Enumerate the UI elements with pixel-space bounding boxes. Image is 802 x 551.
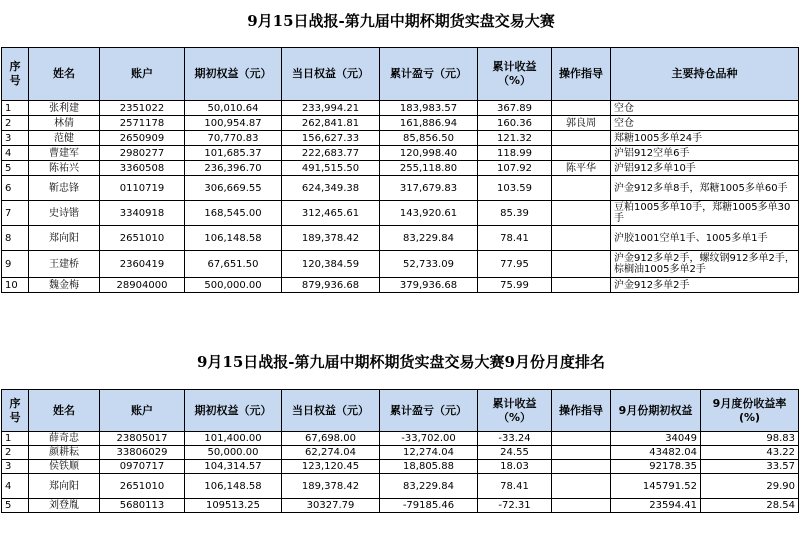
table-cell <box>552 499 611 513</box>
table-cell: 23805017 <box>100 432 185 446</box>
table-cell: 2571178 <box>100 116 185 131</box>
table-cell: 104,314.57 <box>185 460 282 474</box>
table-cell: 500,000.00 <box>185 278 282 293</box>
table-cell: 156,627.33 <box>282 131 380 146</box>
table-cell: 101,685.37 <box>185 146 282 161</box>
table-cell: 222,683.77 <box>282 146 380 161</box>
table-row <box>2 176 799 201</box>
table-cell: 161,886.94 <box>380 116 478 131</box>
table-cell: 62,274.04 <box>282 446 380 460</box>
table-cell: 2 <box>2 116 29 131</box>
table-cell: 3 <box>2 131 29 146</box>
table-cell: 沪金912多单2手 <box>611 278 799 293</box>
table-cell: 陈平华 <box>552 161 611 176</box>
table-cell: 刘登胤 <box>29 499 100 513</box>
table-cell: 1 <box>2 432 29 446</box>
table-cell <box>552 146 611 161</box>
table-cell: 3340918 <box>100 201 185 226</box>
table-cell <box>552 278 611 293</box>
table-cell: 109513.25 <box>185 499 282 513</box>
table-cell: 范健 <box>29 131 100 146</box>
table-cell: -79185.46 <box>380 499 478 513</box>
column-header: 主要持仓品种 <box>611 48 799 101</box>
table-cell: 沪金912多单8手，郑糖1005多单60手 <box>611 176 799 201</box>
table-cell: 沪金912多单2手，螺纹钢912多单2手，棕榈油1005多单2手 <box>611 251 799 278</box>
table-cell: 18.03 <box>478 460 552 474</box>
table-cell: 306,669.55 <box>185 176 282 201</box>
table-row <box>2 432 799 446</box>
table-cell: 2651010 <box>100 474 185 499</box>
table-cell: 67,698.00 <box>282 432 380 446</box>
column-header: 累计盈亏（元） <box>380 390 478 432</box>
table-cell: 118.99 <box>478 146 552 161</box>
table-cell: 空仓 <box>611 101 799 116</box>
table-cell: 2360419 <box>100 251 185 278</box>
table-cell: 100,954.87 <box>185 116 282 131</box>
table-cell: 262,841.81 <box>282 116 380 131</box>
table-cell: 3 <box>2 460 29 474</box>
table-cell: 郭良周 <box>552 116 611 131</box>
column-header: 9月份期初权益 <box>611 390 701 432</box>
table-cell: 30327.79 <box>282 499 380 513</box>
table-cell: 83,229.84 <box>380 474 478 499</box>
table-cell: 50,000.00 <box>185 446 282 460</box>
table-cell: 史诗锴 <box>29 201 100 226</box>
table-cell: 曹建军 <box>29 146 100 161</box>
table-cell: 6 <box>2 176 29 201</box>
table-row <box>2 116 799 131</box>
table-cell: 123,120.45 <box>282 460 380 474</box>
table-cell: 薛奇忠 <box>29 432 100 446</box>
table-cell: 陈祐兴 <box>29 161 100 176</box>
table-cell: 2351022 <box>100 101 185 116</box>
table-cell: -72.31 <box>478 499 552 513</box>
table-cell <box>552 201 611 226</box>
table-cell: 2980277 <box>100 146 185 161</box>
table-row <box>2 251 799 278</box>
table-row <box>2 446 799 460</box>
column-header: 当日权益（元） <box>282 390 380 432</box>
table-cell: 12,274.04 <box>380 446 478 460</box>
table-cell: 189,378.42 <box>282 226 380 251</box>
table-cell: 107.92 <box>478 161 552 176</box>
table-cell: 236,396.70 <box>185 161 282 176</box>
table-cell: 317,679.83 <box>380 176 478 201</box>
table-cell: 145791.52 <box>611 474 701 499</box>
table-cell: 9 <box>2 251 29 278</box>
table-cell: 3360508 <box>100 161 185 176</box>
table-cell: 168,545.00 <box>185 201 282 226</box>
table-cell: 50,010.64 <box>185 101 282 116</box>
table-row <box>2 146 799 161</box>
table-cell: 85.39 <box>478 201 552 226</box>
leaderboard-table <box>1 47 799 293</box>
table-cell: 2 <box>2 446 29 460</box>
table-cell: -33,702.00 <box>380 432 478 446</box>
table-cell: 189,378.42 <box>282 474 380 499</box>
table-cell: 106,148.58 <box>185 226 282 251</box>
table-cell: 沪胶1001空单1手、1005多单1手 <box>611 226 799 251</box>
header-row <box>2 390 799 432</box>
table-cell <box>552 101 611 116</box>
table-cell: 33.57 <box>701 460 799 474</box>
column-header: 操作指导 <box>552 390 611 432</box>
column-header: 当日权益（元） <box>282 48 380 101</box>
table-cell: 沪铝912多单10手 <box>611 161 799 176</box>
table-cell: 78.41 <box>478 474 552 499</box>
table-cell: 空仓 <box>611 116 799 131</box>
table-cell: 255,118.80 <box>380 161 478 176</box>
page-title: 9月15日战报-第九届中期杯期货实盘交易大赛 <box>247 12 555 30</box>
table-cell: 张利建 <box>29 101 100 116</box>
table-cell: 34049 <box>611 432 701 446</box>
column-header: 期初权益（元） <box>185 48 282 101</box>
table-cell: 120,998.40 <box>380 146 478 161</box>
table-cell: 28904000 <box>100 278 185 293</box>
table-cell: 王建桥 <box>29 251 100 278</box>
table-cell: 郑向阳 <box>29 226 100 251</box>
table-cell: 160.36 <box>478 116 552 131</box>
table-cell: 379,936.68 <box>380 278 478 293</box>
table-cell: 367.89 <box>478 101 552 116</box>
column-header: 期初权益（元） <box>185 390 282 432</box>
table-cell: 70,770.83 <box>185 131 282 146</box>
table-cell: 121.32 <box>478 131 552 146</box>
table-cell: 28.54 <box>701 499 799 513</box>
column-header: 9月度份收益率(%) <box>701 390 799 432</box>
table-cell: -33.24 <box>478 432 552 446</box>
table-cell <box>552 446 611 460</box>
table-cell: 106,148.58 <box>185 474 282 499</box>
table-cell: 5 <box>2 499 29 513</box>
table-cell: 92178.35 <box>611 460 701 474</box>
table-cell <box>552 131 611 146</box>
table-cell: 78.41 <box>478 226 552 251</box>
table-cell: 4 <box>2 474 29 499</box>
table-cell: 120,384.59 <box>282 251 380 278</box>
table-cell: 101,400.00 <box>185 432 282 446</box>
table-cell: 24.55 <box>478 446 552 460</box>
table-cell: 侯铁顺 <box>29 460 100 474</box>
table-cell: 75.99 <box>478 278 552 293</box>
table-row <box>2 474 799 499</box>
table-cell: 靳忠锋 <box>29 176 100 201</box>
table-cell: 33806029 <box>100 446 185 460</box>
table-cell <box>552 226 611 251</box>
table-cell: 豆粕1005多单10手，郑糖1005多单30手 <box>611 201 799 226</box>
table-cell <box>552 460 611 474</box>
table-cell: 98.83 <box>701 432 799 446</box>
table-cell: 233,994.21 <box>282 101 380 116</box>
table-cell: 1 <box>2 101 29 116</box>
table-cell: 0110719 <box>100 176 185 201</box>
table-row <box>2 201 799 226</box>
column-header: 账户 <box>100 48 185 101</box>
column-header: 累计盈亏（元） <box>380 48 478 101</box>
column-header: 序号 <box>2 48 29 101</box>
table-cell: 2650909 <box>100 131 185 146</box>
table-cell: 18,805.88 <box>380 460 478 474</box>
header-row <box>2 48 799 101</box>
table-cell: 魏金梅 <box>29 278 100 293</box>
table-row <box>2 131 799 146</box>
table-row <box>2 101 799 116</box>
table-cell <box>552 176 611 201</box>
column-header: 操作指导 <box>552 48 611 101</box>
table-cell: 52,733.09 <box>380 251 478 278</box>
table-cell <box>552 432 611 446</box>
table-row <box>2 278 799 293</box>
table-cell: 郑糖1005多单24手 <box>611 131 799 146</box>
table-cell: 43482.04 <box>611 446 701 460</box>
table-cell: 83,229.84 <box>380 226 478 251</box>
column-header: 姓名 <box>29 390 100 432</box>
table-cell: 77.95 <box>478 251 552 278</box>
table-cell: 312,465.61 <box>282 201 380 226</box>
table-cell: 879,936.68 <box>282 278 380 293</box>
column-header: 累计收益（%） <box>478 390 552 432</box>
column-header: 累计收益（%） <box>478 48 552 101</box>
table-row <box>2 460 799 474</box>
table-cell: 2651010 <box>100 226 185 251</box>
table-cell: 23594.41 <box>611 499 701 513</box>
monthly-ranking-title: 9月15日战报-第九届中期杯期货实盘交易大赛9月份月度排名 <box>197 353 605 371</box>
table-cell: 491,515.50 <box>282 161 380 176</box>
table-cell: 沪铝912空单6手 <box>611 146 799 161</box>
table-cell: 624,349.38 <box>282 176 380 201</box>
table-cell: 67,651.50 <box>185 251 282 278</box>
table-cell <box>552 251 611 278</box>
column-header: 姓名 <box>29 48 100 101</box>
table-row <box>2 499 799 513</box>
table-cell: 5 <box>2 161 29 176</box>
table-cell: 85,856.50 <box>380 131 478 146</box>
table-cell: 43.22 <box>701 446 799 460</box>
table-cell: 林倩 <box>29 116 100 131</box>
table-row <box>2 226 799 251</box>
table-cell: 8 <box>2 226 29 251</box>
table-cell: 4 <box>2 146 29 161</box>
table-cell: 29.90 <box>701 474 799 499</box>
column-header: 账户 <box>100 390 185 432</box>
table-cell: 10 <box>2 278 29 293</box>
table-cell: 0970717 <box>100 460 185 474</box>
table-cell: 7 <box>2 201 29 226</box>
table-cell: 143,920.61 <box>380 201 478 226</box>
monthly-ranking-table <box>1 389 799 513</box>
table-cell <box>552 474 611 499</box>
table-cell: 颜耕耘 <box>29 446 100 460</box>
table-cell: 郑向阳 <box>29 474 100 499</box>
table-cell: 5680113 <box>100 499 185 513</box>
table-cell: 103.59 <box>478 176 552 201</box>
table-cell: 183,983.57 <box>380 101 478 116</box>
column-header: 序号 <box>2 390 29 432</box>
table-row <box>2 161 799 176</box>
